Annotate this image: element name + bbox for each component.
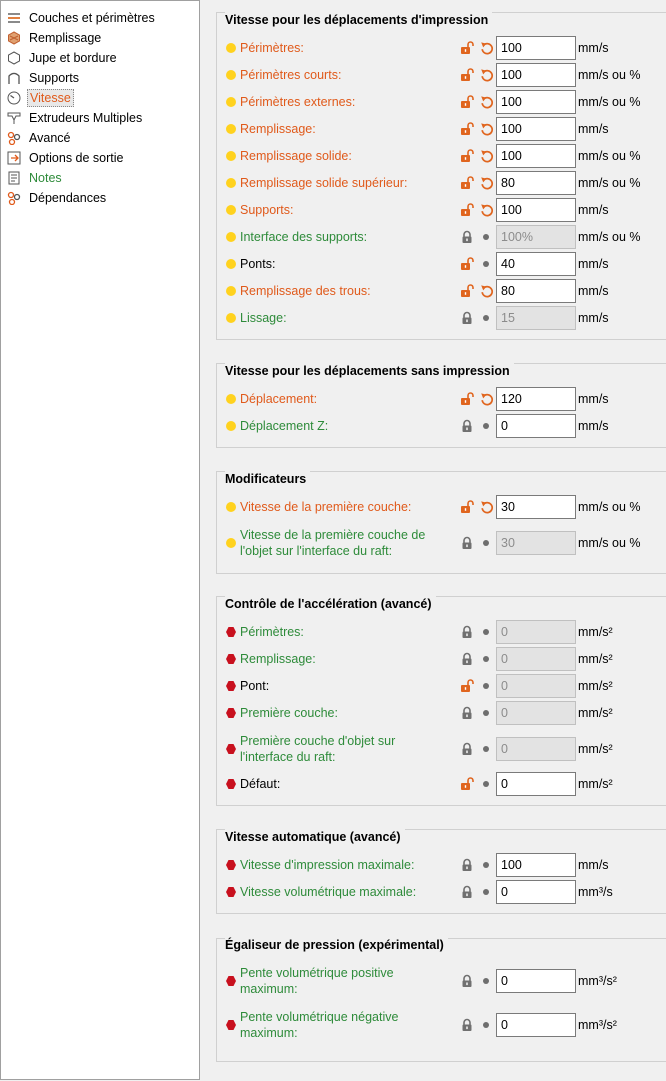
unit-label: mm/s²	[578, 652, 613, 666]
bullet-icon	[483, 540, 489, 546]
setting-input[interactable]	[496, 279, 576, 303]
lock-icon[interactable]	[460, 625, 474, 639]
mode-advanced-icon	[226, 259, 236, 269]
unit-label: mm/s²	[578, 625, 613, 639]
undo-icon[interactable]	[480, 95, 494, 109]
group-title: Contrôle de l'accélération (avancé)	[225, 596, 436, 612]
group-title: Vitesse automatique (avancé)	[225, 829, 405, 845]
bullet-icon	[483, 683, 489, 689]
mode-expert-icon	[226, 1020, 236, 1030]
setting-input[interactable]	[496, 772, 576, 796]
setting-input	[496, 306, 576, 330]
unit-label: mm/s²	[578, 706, 613, 720]
sidebar-tree	[0, 0, 200, 1080]
sidebar-item-couches[interactable]	[7, 9, 157, 27]
unlocked-icon[interactable]	[460, 68, 474, 82]
setting-input[interactable]	[496, 495, 576, 519]
mode-advanced-icon	[226, 124, 236, 134]
setting-input[interactable]	[496, 171, 576, 195]
mode-expert-icon	[226, 976, 236, 986]
setting-input[interactable]	[496, 414, 576, 438]
setting-label: Périmètres:	[240, 625, 304, 639]
extruders-icon	[7, 111, 21, 125]
lock-icon[interactable]	[460, 311, 474, 325]
sidebar-item-label: Couches et périmètres	[29, 11, 155, 25]
group-title: Vitesse pour les déplacements d'impression	[225, 12, 492, 28]
setting-row-remplissage-solide	[226, 142, 666, 170]
mode-expert-icon	[226, 681, 236, 691]
setting-input[interactable]	[496, 969, 576, 993]
sidebar-item-label: Notes	[29, 171, 62, 185]
undo-icon[interactable]	[480, 41, 494, 55]
setting-label: Remplissage:	[240, 652, 316, 666]
unit-label: mm/s ou %	[578, 149, 641, 163]
unlocked-icon[interactable]	[460, 500, 474, 514]
setting-input[interactable]	[496, 90, 576, 114]
sidebar-item-extrudeurs[interactable]	[7, 109, 144, 127]
setting-row-remplissage-des-trous	[226, 277, 666, 305]
mode-advanced-icon	[226, 538, 236, 548]
setting-row-vitesse-de-la-premiere-couche-de-l-objet-sur-l-interface-du-raft	[226, 529, 666, 557]
mode-advanced-icon	[226, 178, 236, 188]
setting-input	[496, 620, 576, 644]
setting-row-deplacement	[226, 385, 666, 413]
mode-advanced-icon	[226, 394, 236, 404]
setting-input[interactable]	[496, 880, 576, 904]
undo-icon[interactable]	[480, 122, 494, 136]
mode-advanced-icon	[226, 421, 236, 431]
mode-advanced-icon	[226, 313, 236, 323]
sidebar-item-jupe[interactable]	[7, 49, 119, 67]
setting-label: Défaut:	[240, 777, 281, 791]
advanced-icon	[7, 131, 21, 145]
setting-label: Pont:	[240, 679, 270, 693]
lock-icon[interactable]	[460, 858, 474, 872]
setting-label: Ponts:	[240, 257, 276, 271]
setting-row-premiere-couche-d-objet-sur-l-interface-du-raft	[226, 735, 666, 763]
setting-label: Périmètres:	[240, 41, 304, 55]
setting-input[interactable]	[496, 387, 576, 411]
setting-row-pont	[226, 672, 666, 700]
setting-input[interactable]	[496, 144, 576, 168]
unit-label: mm/s	[578, 41, 609, 55]
setting-row-remplissage	[226, 645, 666, 673]
setting-input[interactable]	[496, 36, 576, 60]
bullet-icon	[483, 862, 489, 868]
bullet-icon	[483, 978, 489, 984]
unlocked-icon[interactable]	[460, 777, 474, 791]
unit-label: mm/s ou %	[578, 176, 641, 190]
setting-label: Supports:	[240, 203, 294, 217]
unit-label: mm³/s²	[578, 1018, 617, 1032]
mode-advanced-icon	[226, 232, 236, 242]
unit-label: mm/s ou %	[578, 536, 641, 550]
unit-label: mm/s	[578, 122, 609, 136]
mode-expert-icon	[226, 779, 236, 789]
mode-expert-icon	[226, 860, 236, 870]
setting-label: Remplissage:	[240, 122, 316, 136]
sidebar-item-label: Avancé	[29, 131, 71, 145]
sidebar-item-label: Jupe et bordure	[29, 51, 117, 65]
setting-label: Lissage:	[240, 311, 287, 325]
setting-row-lissage	[226, 304, 666, 332]
unit-label: mm/s	[578, 311, 609, 325]
unit-label: mm/s	[578, 257, 609, 271]
bullet-icon	[483, 629, 489, 635]
undo-icon[interactable]	[480, 203, 494, 217]
unit-label: mm/s²	[578, 679, 613, 693]
sidebar-item-sortie[interactable]	[7, 149, 126, 167]
mode-expert-icon	[226, 887, 236, 897]
unlocked-icon[interactable]	[460, 284, 474, 298]
mode-expert-icon	[226, 708, 236, 718]
unlocked-icon[interactable]	[460, 41, 474, 55]
unit-label: mm/s ou %	[578, 230, 641, 244]
unlocked-icon[interactable]	[460, 122, 474, 136]
lock-icon[interactable]	[460, 706, 474, 720]
unit-label: mm³/s	[578, 885, 613, 899]
lock-icon[interactable]	[460, 419, 474, 433]
unit-label: mm/s	[578, 203, 609, 217]
setting-label: Remplissage solide supérieur:	[240, 176, 408, 190]
setting-label: Vitesse volumétrique maximale:	[240, 885, 417, 899]
setting-input	[496, 701, 576, 725]
unit-label: mm/s ou %	[578, 95, 641, 109]
output-icon	[7, 151, 21, 165]
unit-label: mm³/s²	[578, 974, 617, 988]
sidebar-item-supports[interactable]	[7, 69, 81, 87]
setting-row-supports	[226, 196, 666, 224]
sidebar-item-label: Vitesse	[27, 89, 74, 107]
sidebar-item-label: Remplissage	[29, 31, 102, 45]
setting-row-defaut	[226, 770, 666, 798]
unit-label: mm/s²	[578, 742, 613, 756]
mode-advanced-icon	[226, 205, 236, 215]
mode-expert-icon	[226, 744, 236, 754]
setting-row-ponts	[226, 250, 666, 278]
setting-row-remplissage-solide-superieur	[226, 169, 666, 197]
unlocked-icon[interactable]	[460, 392, 474, 406]
unit-label: mm/s ou %	[578, 500, 641, 514]
setting-input	[496, 674, 576, 698]
setting-row-pente-volumetrique-positive-maximum	[226, 967, 666, 995]
setting-label: Remplissage des trous:	[240, 284, 371, 298]
lock-icon[interactable]	[460, 742, 474, 756]
lock-icon[interactable]	[460, 652, 474, 666]
setting-label: Vitesse de la première couche:	[240, 500, 412, 514]
setting-input	[496, 531, 576, 555]
lock-icon[interactable]	[460, 1018, 474, 1032]
setting-row-perimetres-courts	[226, 61, 666, 89]
group-title: Modificateurs	[225, 471, 310, 487]
undo-icon[interactable]	[480, 392, 494, 406]
unit-label: mm/s²	[578, 777, 613, 791]
support-icon	[7, 71, 21, 85]
unit-label: mm/s	[578, 419, 609, 433]
sidebar-item-notes[interactable]	[7, 169, 64, 187]
undo-icon[interactable]	[480, 284, 494, 298]
speed-icon	[7, 91, 21, 105]
setting-row-remplissage	[226, 115, 666, 143]
setting-input[interactable]	[496, 198, 576, 222]
mode-advanced-icon	[226, 70, 236, 80]
undo-icon[interactable]	[480, 149, 494, 163]
setting-label: Pente volumétrique positive maximum:	[240, 966, 394, 996]
bullet-icon	[483, 746, 489, 752]
setting-row-premiere-couche	[226, 699, 666, 727]
group-title: Égaliseur de pression (expérimental)	[225, 937, 448, 953]
sidebar-item-label: Dépendances	[29, 191, 107, 205]
setting-input	[496, 737, 576, 761]
unit-label: mm/s	[578, 284, 609, 298]
bullet-icon	[483, 315, 489, 321]
skirt-icon	[7, 51, 21, 65]
dependencies-icon	[7, 191, 21, 205]
setting-row-perimetres	[226, 34, 666, 62]
setting-row-vitesse-de-la-premiere-couche	[226, 493, 666, 521]
setting-label: Déplacement Z:	[240, 419, 329, 433]
setting-input	[496, 647, 576, 671]
setting-row-interface-des-supports	[226, 223, 666, 251]
infill-icon	[7, 31, 21, 45]
unit-label: mm/s	[578, 392, 609, 406]
sidebar-item-label: Extrudeurs Multiples	[29, 111, 143, 125]
setting-input[interactable]	[496, 853, 576, 877]
undo-icon[interactable]	[480, 68, 494, 82]
setting-row-perimetres	[226, 618, 666, 646]
setting-input	[496, 225, 576, 249]
setting-label: Périmètres externes:	[240, 95, 356, 109]
undo-icon[interactable]	[480, 500, 494, 514]
bullet-icon	[483, 781, 489, 787]
unit-label: mm/s	[578, 858, 609, 872]
setting-input[interactable]	[496, 252, 576, 276]
sidebar-item-dependances[interactable]	[7, 189, 108, 207]
bullet-icon	[483, 656, 489, 662]
sidebar-item-vitesse[interactable]	[7, 89, 74, 107]
setting-input[interactable]	[496, 1013, 576, 1037]
setting-label: Périmètres courts:	[240, 68, 342, 82]
lock-icon[interactable]	[460, 885, 474, 899]
undo-icon[interactable]	[480, 176, 494, 190]
setting-row-vitesse-d-impression-maximale	[226, 851, 666, 879]
group-title: Vitesse pour les déplacements sans impression	[225, 363, 514, 379]
setting-row-vitesse-volumetrique-maximale	[226, 878, 666, 906]
bullet-icon	[483, 261, 489, 267]
unlocked-icon[interactable]	[460, 203, 474, 217]
unlocked-icon[interactable]	[460, 679, 474, 693]
mode-expert-icon	[226, 627, 236, 637]
setting-row-pente-volumetrique-negative-maximum	[226, 1011, 666, 1039]
mode-advanced-icon	[226, 97, 236, 107]
mode-advanced-icon	[226, 286, 236, 296]
setting-label: Première couche:	[240, 706, 338, 720]
sidebar-item-avance[interactable]	[7, 129, 72, 147]
bullet-icon	[483, 889, 489, 895]
setting-input[interactable]	[496, 63, 576, 87]
bullet-icon	[483, 1022, 489, 1028]
lock-icon[interactable]	[460, 974, 474, 988]
bullet-icon	[483, 423, 489, 429]
mode-advanced-icon	[226, 151, 236, 161]
sidebar-item-remplissage[interactable]	[7, 29, 103, 47]
setting-label: Première couche d'objet sur l'interface du raft:	[240, 734, 396, 764]
mode-expert-icon	[226, 654, 236, 664]
setting-row-perimetres-externes	[226, 88, 666, 116]
setting-label: Interface des supports:	[240, 230, 368, 244]
setting-row-deplacement-z	[226, 412, 666, 440]
settings-group	[216, 938, 666, 1062]
unlocked-icon[interactable]	[460, 149, 474, 163]
setting-input[interactable]	[496, 117, 576, 141]
mode-advanced-icon	[226, 502, 236, 512]
unlocked-icon[interactable]	[460, 257, 474, 271]
setting-label: Déplacement:	[240, 392, 318, 406]
setting-label: Vitesse d'impression maximale:	[240, 858, 415, 872]
setting-label: Remplissage solide:	[240, 149, 352, 163]
lock-icon[interactable]	[460, 536, 474, 550]
mode-advanced-icon	[226, 43, 236, 53]
setting-label: Vitesse de la première couche de l'objet sur l'interface du raft:	[240, 528, 426, 558]
sidebar-item-label: Supports	[29, 71, 80, 85]
unlocked-icon[interactable]	[460, 95, 474, 109]
bullet-icon	[483, 710, 489, 716]
sidebar-item-label: Options de sortie	[29, 151, 124, 165]
unit-label: mm/s ou %	[578, 68, 641, 82]
notes-icon	[7, 171, 21, 185]
bullet-icon	[483, 234, 489, 240]
setting-label: Pente volumétrique négative maximum:	[240, 1010, 399, 1040]
layers-icon	[7, 11, 21, 25]
lock-icon[interactable]	[460, 230, 474, 244]
unlocked-icon[interactable]	[460, 176, 474, 190]
